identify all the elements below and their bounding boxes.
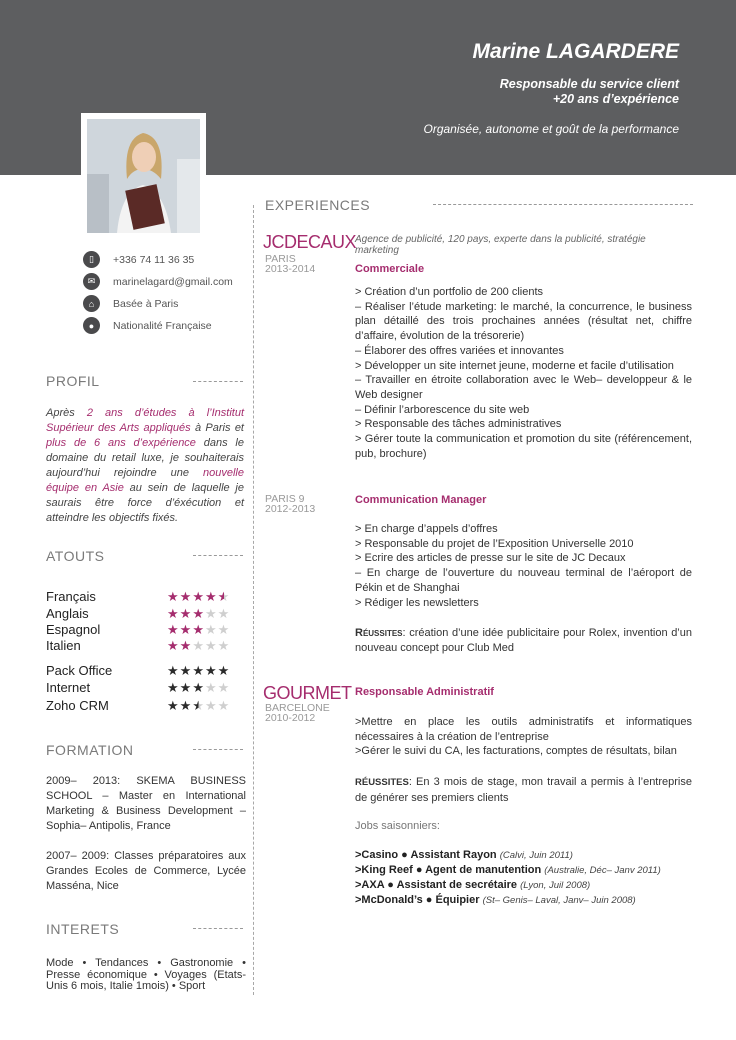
job-title: Responsable Administratif xyxy=(355,686,494,698)
candidate-role xyxy=(500,77,679,107)
task-line: – Élaborer des offres variées et innovantes xyxy=(355,344,564,357)
task-line: > Ecrire des articles de presse sur le site de JC Decaux xyxy=(355,552,626,565)
star-icon: ★ xyxy=(204,622,218,637)
seasonal-job-title: >Casino ● Assistant Rayon xyxy=(355,849,497,861)
seasonal-job xyxy=(355,864,661,876)
task-line: > Responsable du projet de l’Exposition Universelle 2010 xyxy=(355,537,634,550)
job-years: 2010-2012 xyxy=(265,712,316,724)
star-icon: ★ xyxy=(217,698,231,713)
achievements xyxy=(355,626,692,655)
rating-stars xyxy=(167,589,230,605)
star-icon: ★ xyxy=(192,698,205,713)
star-icon: ★ xyxy=(192,638,205,653)
profile-photo-frame xyxy=(81,113,206,239)
atouts-title: ATOUTS xyxy=(46,548,105,564)
achievements xyxy=(355,775,692,805)
task-line: > Rédiger les newsletters xyxy=(355,596,479,609)
star-icon: ★ xyxy=(179,589,193,604)
role-line: Responsable du service client xyxy=(499,77,679,91)
star-icon: ★ xyxy=(217,638,231,653)
phone-icon: ▯ xyxy=(83,251,100,268)
email-icon: ✉ xyxy=(83,273,100,290)
profil-highlight: 2 ans d’études à l’Institut Supérieur des Arts appliqués xyxy=(46,407,245,434)
section-divider xyxy=(193,928,243,929)
job-city: PARIS 9 xyxy=(265,493,305,505)
star-icon: ★ xyxy=(167,622,180,637)
job-city: BARCELONE xyxy=(265,702,330,714)
job-title: Commerciale xyxy=(355,263,425,275)
star-icon: ★ xyxy=(192,622,205,637)
section-divider xyxy=(193,381,243,382)
job-description xyxy=(355,715,692,759)
tagline: Organisée, autonome et goût de la performance xyxy=(423,122,679,136)
star-icon: ★ xyxy=(167,663,180,678)
achievements-text: : En 3 mois de stage, mon travail a permis à l’entreprise de générer ses premiers clients xyxy=(355,776,692,804)
star-icon: ★ xyxy=(179,606,193,621)
star-icon: ★ xyxy=(192,680,205,695)
profil-text xyxy=(46,406,244,526)
star-icon: ★ xyxy=(192,606,205,621)
company-jcdecaux: JCDECAUX xyxy=(263,232,357,252)
star-icon: ★ xyxy=(179,622,193,637)
profil-segment: Après xyxy=(46,407,87,419)
seasonal-job xyxy=(355,849,573,861)
star-icon: ★ xyxy=(167,589,180,604)
task-line: >Mettre en place les outils administratifs et informatiques nécessaires à la création de l’entreprise xyxy=(355,716,692,743)
job-title: Communication Manager xyxy=(355,494,487,506)
contact-email xyxy=(83,273,233,290)
achievements-label: Réussites xyxy=(355,627,403,639)
location-text: Basée à Paris xyxy=(113,297,179,310)
star-icon: ★ xyxy=(167,638,180,653)
achievements-text: : création d’une idée publicitaire pour Rolex, invention d’un nouveau concept pour Club Med xyxy=(355,627,692,654)
skill-french: Français xyxy=(46,589,96,604)
star-icon: ★ xyxy=(179,680,193,695)
seasonal-job-detail: (Calvi, Juin 2011) xyxy=(499,850,573,861)
rating-stars xyxy=(167,606,230,622)
star-icon: ★ xyxy=(204,606,218,621)
task-line: > En charge d’appels d’offres xyxy=(355,523,498,535)
star-icon: ★ xyxy=(192,589,205,604)
star-icon: ★ xyxy=(192,663,205,678)
star-icon: ★ xyxy=(204,663,218,678)
skill-zoho-crm: Zoho CRM xyxy=(46,698,109,713)
profil-segment: dans le domaine du retail luxe, je souhaiterais aujourd’hui rejoindre une xyxy=(46,437,244,479)
star-icon: ★ xyxy=(204,589,218,604)
profil-highlight: nouvelle équipe en Asie xyxy=(46,467,244,494)
interets-text: Mode • Tendances • Gastronomie • Presse économique • Voyages (Etats-Unis 6 mois, Italie 1mois) • Sport xyxy=(46,957,246,992)
skill-pack-office: Pack Office xyxy=(46,663,113,678)
star-icon: ★ xyxy=(204,698,218,713)
company-gourmet: GOURMET xyxy=(263,683,352,703)
seasonal-job-detail: (Lyon, Juil 2008) xyxy=(520,880,591,891)
column-divider xyxy=(253,205,254,995)
star-icon: ★ xyxy=(167,698,180,713)
star-icon: ★ xyxy=(179,638,193,653)
task-line: > Gérer toute la communication et promotion du site (référencement, pub, brochure) xyxy=(355,433,692,460)
rating-stars xyxy=(167,622,230,638)
seasonal-job-detail: (Australie, Déc– Janv 2011) xyxy=(544,865,661,876)
rating-stars xyxy=(167,698,230,714)
phone-text: +336 74 11 36 35 xyxy=(113,253,195,266)
star-icon: ★ xyxy=(179,663,193,678)
task-line: – Réaliser l’étude marketing: le marché, la concurrence, le business plan détaillé des trois prochaines années (résultat net, chiffre d’affaire, évolution de la trésorerie) xyxy=(355,300,692,343)
job-years: 2012-2013 xyxy=(265,503,316,515)
job-years: 2013-2014 xyxy=(265,263,316,275)
rating-stars xyxy=(167,680,230,696)
skill-italian: Italien xyxy=(46,638,81,653)
contact-nationality xyxy=(83,317,212,334)
task-line: – Travailler en étroite collaboration avec le Web– developpeur & le Web designer xyxy=(355,374,692,401)
contact-phone xyxy=(83,251,194,268)
star-icon: ★ xyxy=(167,680,180,695)
task-line: – En charge de l’ouverture du nouveau terminal de l’aéroport de Pékin et de Shanghai xyxy=(355,567,692,594)
profil-highlight: plus de 6 ans d’expérience xyxy=(46,437,196,449)
task-line: > Développer un site internet jeune, moderne et facile d’utilisation xyxy=(355,359,674,372)
seasonal-job-title: >King Reef ● Agent de manutention xyxy=(355,864,542,876)
star-icon: ★ xyxy=(179,698,193,713)
task-line: > Création d’un portfolio de 200 clients xyxy=(355,286,544,298)
seasonal-jobs-label: Jobs saisonniers: xyxy=(355,820,440,832)
home-icon: ⌂ xyxy=(83,295,100,312)
task-line: >Gérer le suivi du CA, les facturations, comptes de résultats, bilan xyxy=(355,745,677,758)
candidate-name: Marine LAGARDERE xyxy=(472,40,679,63)
rating-stars xyxy=(167,663,230,679)
company-description: Agence de publicité, 120 pays, experte dans la publicité, stratégie marketing xyxy=(355,234,646,256)
interets-title: INTERETS xyxy=(46,921,120,937)
star-icon: ★ xyxy=(204,638,218,653)
job-city: PARIS xyxy=(265,253,296,265)
skill-spanish: Espagnol xyxy=(46,622,101,637)
formation-entry: 2007– 2009: Classes préparatoires aux Grandes Ecoles de Commerce, Lycée Masséna, Nice xyxy=(46,850,246,892)
profil-segment: au sein de laquelle je saurais être force d’éxécution et atteindre les objectifs fixés. xyxy=(46,482,244,524)
star-icon: ★ xyxy=(167,606,180,621)
star-icon: ★ xyxy=(217,589,231,604)
profil-segment: à Paris et xyxy=(190,422,244,434)
nationality-text: Nationalité Française xyxy=(113,319,212,332)
job-description xyxy=(355,522,692,610)
seasonal-job-title: >McDonald’s ● Équipier xyxy=(355,894,480,906)
person-icon: ● xyxy=(83,317,100,334)
task-line: > Responsable des tâches administratives xyxy=(355,418,562,431)
formation-title: FORMATION xyxy=(46,742,134,758)
skill-english: Anglais xyxy=(46,606,89,621)
experiences-title: EXPERIENCES xyxy=(265,197,371,213)
seasonal-job xyxy=(355,894,636,906)
task-line: – Définir l’arborescence du site web xyxy=(355,403,530,416)
star-icon: ★ xyxy=(217,606,231,621)
star-icon: ★ xyxy=(204,680,218,695)
star-icon: ★ xyxy=(217,663,231,678)
star-icon: ★ xyxy=(217,622,231,637)
skill-internet: Internet xyxy=(46,680,91,695)
formation-entry: 2009– 2013: SKEMA BUSINESS SCHOOL – Master en International Marketing & Business Development – Sophia– Antipolis, France xyxy=(46,775,246,832)
star-icon: ★ xyxy=(217,680,231,695)
email-text: marinelagard@gmail.com xyxy=(113,275,233,288)
rating-stars xyxy=(167,638,230,654)
experience-line: +20 ans d’expérience xyxy=(552,92,679,106)
seasonal-job xyxy=(355,879,590,891)
contact-location xyxy=(83,295,178,312)
job-description xyxy=(355,285,692,461)
section-divider xyxy=(193,555,243,556)
profil-title: PROFIL xyxy=(46,373,100,389)
section-divider xyxy=(193,749,243,750)
profile-photo xyxy=(87,119,200,233)
section-divider xyxy=(433,204,693,205)
achievements-label: RÉUSSITES xyxy=(355,777,409,788)
seasonal-job-title: >AXA ● Assistant de secrétaire xyxy=(355,879,518,891)
seasonal-job-detail: (St– Genis– Laval, Janv– Juin 2008) xyxy=(482,895,636,906)
